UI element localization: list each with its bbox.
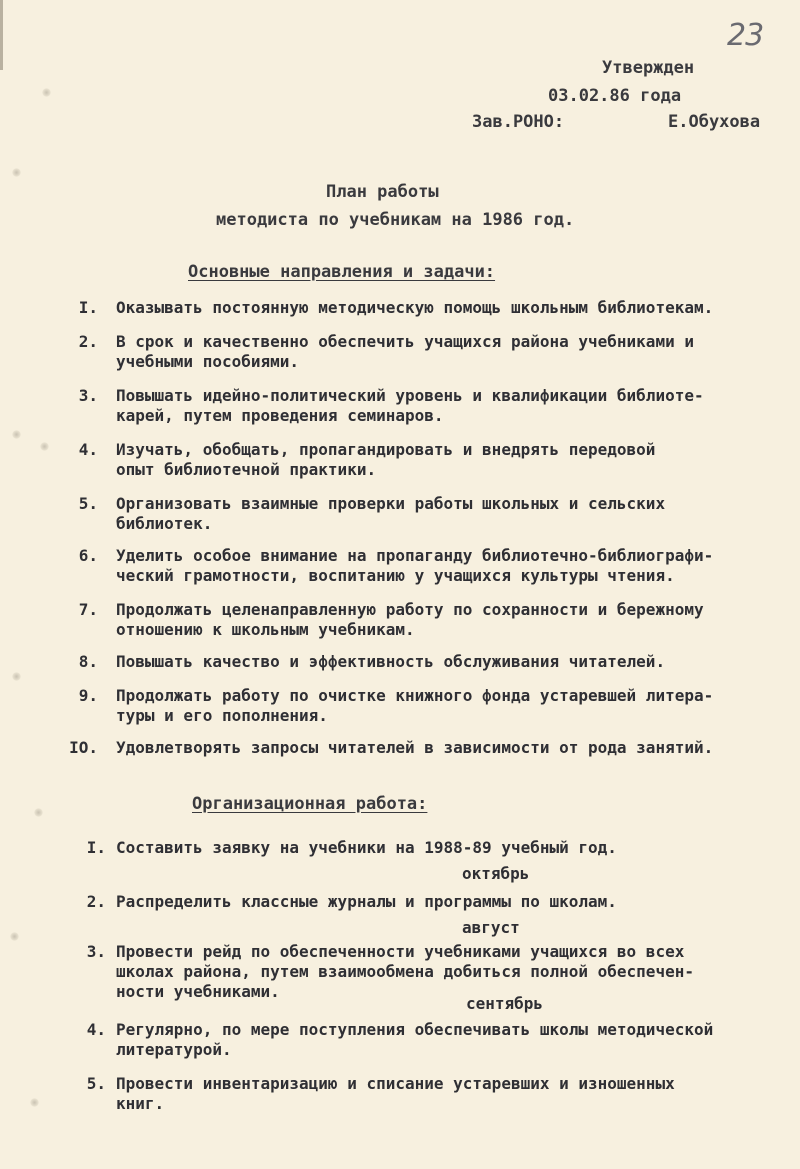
punch-hole-mark (34, 808, 43, 817)
item-text: Повышать качество и эффективность обслуживания читателей. (116, 652, 666, 671)
punch-hole-mark (12, 430, 21, 439)
item-number: 2. (78, 332, 98, 351)
approval-role: Зав.РОНО: (472, 112, 565, 132)
item-text: Организовать взаимные проверки работы школьных и сельских библиотек. (116, 494, 666, 533)
item-number: 2. (86, 892, 106, 911)
item-text: Удовлетворять запросы читателей в зависимости от рода занятий. (116, 738, 714, 757)
list-item (0, 686, 800, 728)
list-item (0, 942, 800, 1004)
item-number: 3. (78, 386, 98, 405)
item-number: IO. (69, 738, 98, 757)
item-number: I. (78, 298, 98, 317)
list-item (0, 494, 800, 536)
item-number: 6. (78, 546, 98, 565)
item-text: Оказывать постоянную методическую помощь школьным библиотекам. (116, 298, 714, 317)
item-text: В срок и качественно обеспечить учащихся района учебниками и учебными пособиями. (116, 332, 694, 371)
item-text: Продолжать работу по очистке книжного фонда устаревшей литера- туры и его пополнения. (116, 686, 714, 725)
list-item (0, 440, 800, 482)
approval-name: Е.Обухова (668, 112, 761, 132)
item-number: 9. (78, 686, 98, 705)
item-text: Регулярно, по мере поступления обеспечивать школы методической литературой. (116, 1020, 714, 1059)
item-text: Провести рейд по обеспеченности учебниками учащихся во всех школах района, путем взаимообмена добиться полной обеспечен- ности учебниками. (116, 942, 694, 1001)
item-deadline: сентябрь (466, 994, 544, 1013)
list-item (0, 386, 800, 428)
approval-date: 03.02.86 года (548, 86, 682, 106)
list-item (0, 1020, 800, 1062)
punch-hole-mark (42, 88, 51, 97)
item-deadline: август (462, 918, 520, 937)
item-number: 3. (86, 942, 106, 961)
item-text: Распределить классные журналы и программы по школам. (116, 892, 617, 911)
section-heading-goals: Основные направления и задачи: (188, 262, 496, 282)
list-item (0, 892, 800, 914)
list-item (0, 546, 800, 588)
item-number: 5. (86, 1074, 106, 1093)
punch-hole-mark (12, 168, 21, 177)
item-number: 7. (78, 600, 98, 619)
item-text: Уделить особое внимание на пропаганду библиотечно-библиографи- ческий грамотности, воспитанию у учащихся культуры чтения. (116, 546, 714, 585)
list-item (0, 1074, 800, 1116)
item-text: Продолжать целенаправленную работу по сохранности и бережному отношению к школьным учебникам. (116, 600, 704, 639)
list-item (0, 738, 800, 760)
list-item (0, 652, 800, 674)
document-subtitle: методиста по учебникам на 1986 год. (216, 210, 575, 230)
list-item (0, 600, 800, 642)
item-deadline: октябрь (462, 864, 530, 883)
document-title: План работы (326, 182, 439, 202)
item-number: 8. (78, 652, 98, 671)
item-text: Составить заявку на учебники на 1988-89 учебный год. (116, 838, 617, 857)
section-heading-organization: Организационная работа: (192, 794, 428, 814)
approval-status: Утвержден (602, 58, 695, 78)
item-number: I. (86, 838, 106, 857)
handwritten-page-number: 23 (727, 18, 764, 53)
page-edge-shadow (0, 0, 3, 70)
item-number: 5. (78, 494, 98, 513)
item-number: 4. (86, 1020, 106, 1039)
item-text: Провести инвентаризацию и списание устаревших и изношенных книг. (116, 1074, 675, 1113)
item-text: Изучать, обобщать, пропагандировать и внедрять передовой опыт библиотечной практики. (116, 440, 656, 479)
list-item (0, 838, 800, 860)
list-item (0, 298, 800, 320)
punch-hole-mark (10, 932, 19, 941)
item-text: Повышать идейно-политический уровень и квалификации библиоте- карей, путем проведения семинаров. (116, 386, 704, 425)
item-number: 4. (78, 440, 98, 459)
list-item (0, 332, 800, 374)
